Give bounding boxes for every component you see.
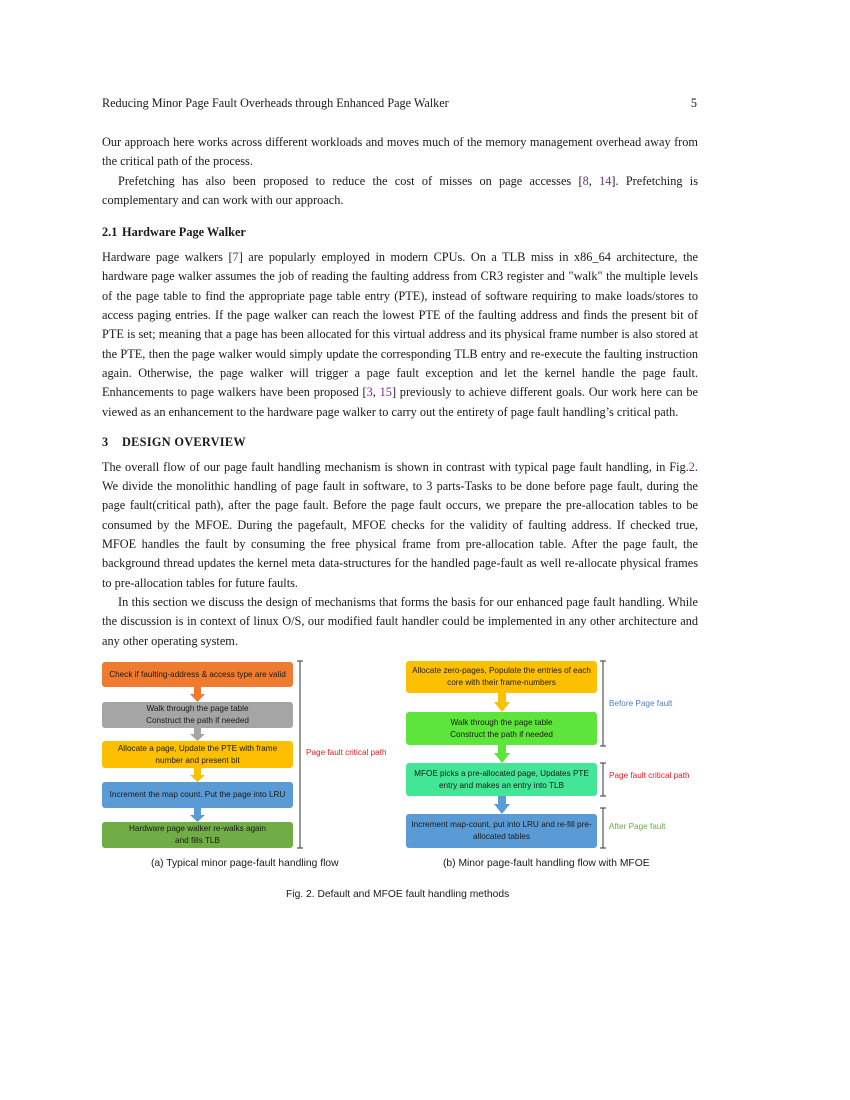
down-arrow-icon (494, 693, 510, 712)
paragraph: In this section we discuss the design of mechanisms that forms the basis for our enhanced page fault handling. While the discussion is in context of linux O/S, our modified fault handler could be implemented in any other architecture and any other operating system. (102, 594, 698, 648)
down-arrow-icon (190, 768, 205, 782)
flow-box: Allocate a page, Update the PTE with frame number and present bit (102, 741, 293, 768)
down-arrow-icon (190, 687, 205, 702)
paragraph: Our approach here works across different workloads and moves much of the memory management overhead away from the critical path of the process. (102, 135, 698, 169)
bracket (297, 661, 303, 848)
down-arrow-icon (494, 745, 510, 763)
section-heading: 2.1 Hardware Page Walker (102, 225, 246, 240)
critical-path-label: Page fault critical path (609, 771, 690, 780)
citation-link[interactable]: 14 (599, 173, 612, 188)
flow-box: Walk through the page table Construct the path if needed (102, 702, 293, 728)
running-header (102, 96, 697, 111)
citation-link[interactable]: 8 (582, 173, 589, 188)
after-fault-label: After Page fault (609, 822, 666, 831)
bracket (600, 661, 606, 848)
flow-box: Allocate zero-pages, Populate the entries of each core with their frame-numbers (406, 661, 597, 693)
down-arrow-icon (494, 796, 510, 814)
critical-path-label: Page fault critical path (306, 748, 387, 757)
flow-box: Walk through the page table Construct the path if needed (406, 712, 597, 745)
citation-link[interactable]: 15 (379, 385, 392, 400)
flow-box: Hardware page walker re-walks again and fills TLB (102, 822, 293, 848)
running-title: Reducing Minor Page Fault Overheads through Enhanced Page Walker (102, 96, 449, 110)
citation-link[interactable]: 7 (232, 250, 239, 265)
before-fault-label: Before Page fault (609, 699, 673, 708)
paragraph: The overall flow of our page fault handling mechanism is shown in contrast with typical page fault handling, in Fig.2. We divide the monolithic handling of page fault in software, to 3 parts-Tasks to be done before page fault, during the page fault(critical path), after the page fault. Before the page fault occurs, we prepare the pre-allocation tables to be consumed by the MFOE. During the pagefault, MFOE checks for the validity of faulting address. If checked true, MFOE handles the fault by consuming the free physical frame from pre-allocation table. After the page fault, the background thread updates the kernel meta data-structures for the handled page-fault as well re-allocate physical frames to pre-allocation tables for future faults. (102, 459, 698, 590)
body-text (102, 133, 698, 651)
subcaption-a: (a) Typical minor page-fault handling flow (151, 858, 339, 869)
subcaption-b: (b) Minor page-fault handling flow with MFOE (443, 858, 650, 869)
page-number: 5 (690, 96, 697, 110)
figure-link[interactable]: 2 (688, 459, 695, 474)
flow-box: Check if faulting-address & access type are valid (102, 662, 293, 687)
figure-caption: Fig. 2. Default and MFOE fault handling methods (286, 889, 510, 900)
figure-2 (0, 658, 850, 908)
section-heading: 3 DESIGN OVERVIEW (102, 434, 246, 449)
flow-box: MFOE picks a pre-allocated page, Updates PTE entry and makes an entry into TLB (406, 763, 597, 796)
flow-box: Increment the map count. Put the page into LRU (102, 782, 293, 808)
down-arrow-icon (190, 808, 205, 822)
citation-link[interactable]: 3 (366, 385, 373, 400)
flow-box: Increment map-count, put into LRU and re-fill pre- allocated tables (406, 814, 597, 848)
paragraph: Hardware page walkers [7] are popularly employed in modern CPUs. On a TLB miss in x86_64 architecture, the hardware page walker assumes the job of reading the faulting address from CR3 register and "walk" the multiple levels of the page table to find the appropriate page table entry (PTE), instead of software requiring to make loads/stores to access paging entries. If the page walker can reach the lowest PTE of the faulting address and finds the present bit of PTE is set; meaning that a page has been allocated for this virtual address and its physical frame number is also stored at the PTE, then the page walker would simply update the corresponding TLB entry and re-execute the faulting instruction again. Otherwise, the page walker will trigger a page fault exception and let the kernel handle the page fault. Enhancements to page walkers have been proposed [3, 15] previously to achieve different goals. Our work here can be viewed as an enhancement to the hardware page walker to carry out the entirety of page fault handling’s critical path. (102, 250, 699, 419)
paragraph: Prefetching has also been proposed to reduce the cost of misses on page accesses [8, 14]. Prefetching is complementary and can work with our approach. (102, 173, 698, 207)
down-arrow-icon (190, 728, 205, 741)
